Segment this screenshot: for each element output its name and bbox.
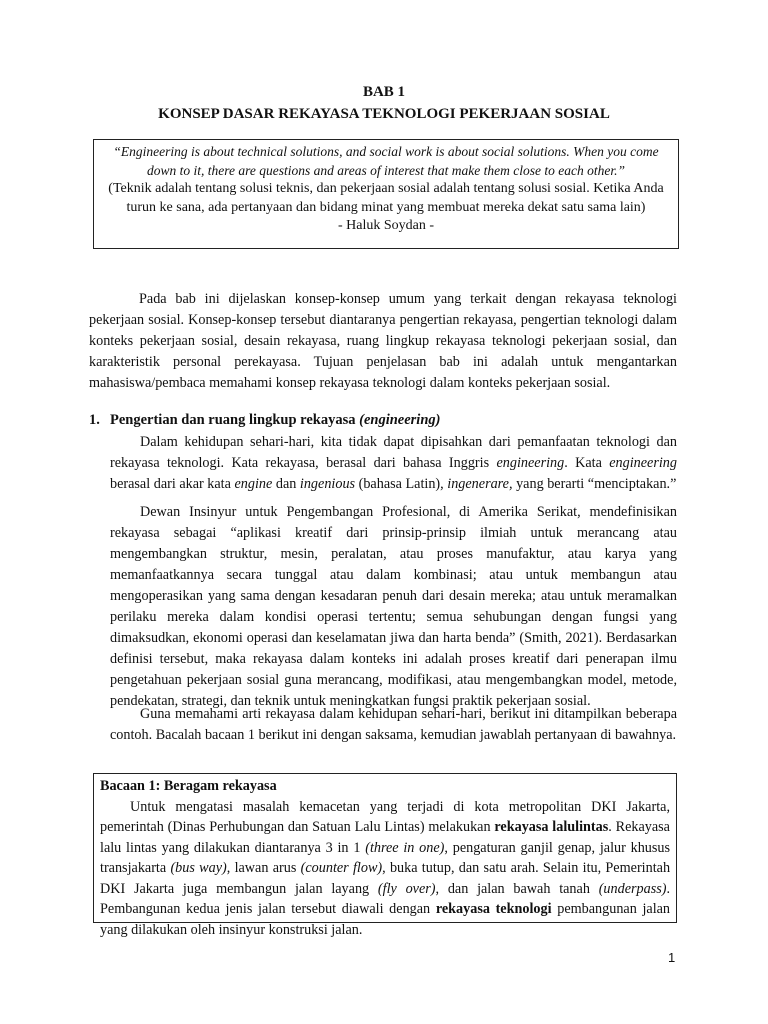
section-title-text: Pengertian dan ruang lingkup rekayasa bbox=[110, 412, 356, 428]
text-run: Untuk mengatasi masalah kemacetan yang terjadi di kota metropolitan DKI Jakarta, pemerintah (Dinas Perhubungan dan Satuan Lalu Lintas) melakukan bbox=[100, 798, 670, 835]
italic-term: (fly over) bbox=[377, 880, 436, 897]
chapter-title: KONSEP DASAR REKAYASA TEKNOLOGI PEKERJAAN SOSIAL bbox=[158, 106, 610, 122]
text-run: . Rekayasa lalu lintas yang dilakukan diantaranya 3 in 1 bbox=[100, 819, 670, 856]
text-run: , lawan arus bbox=[226, 860, 297, 876]
italic-term: (counter flow) bbox=[300, 860, 383, 876]
italic-term: engineering bbox=[496, 455, 565, 471]
intro-paragraph: Pada bab ini dijelaskan konsep-konsep umum yang terkait dengan rekayasa teknologi pekerjaan sosial. Konsep-konsep tersebut diantaranya pengertian rekayasa, pengertian teknologi dalam konteks pekerjaan sosial, desain rekayasa, ruang lingkup rekayasa teknologi pekerjaan sosial, dan karakteristik personal perekayasa. Tujuan penjelasan bab ini adalah untuk mengantarkan mahasiswa/pembaca memahami konsep rekayasa teknologi dalam konteks pekerjaan sosial. bbox=[89, 291, 677, 391]
text-run: dan bbox=[275, 476, 297, 492]
text-run: , dan jalan bawah tanah bbox=[435, 880, 590, 897]
text-run: yang berarti “menciptakan.” bbox=[516, 476, 677, 492]
section-paragraph-3: Guna memahami arti rekayasa dalam kehidupan sehari-hari, berikut ini ditampilkan beberapa contoh. Bacalah bacaan 1 berikut ini dengan saksama, kemudian jawablah pertanyaan di bawahnya. bbox=[110, 706, 677, 743]
italic-term: engineering bbox=[609, 455, 677, 471]
italic-term: ingenerare, bbox=[447, 476, 513, 492]
section-paragraph-1 bbox=[110, 432, 677, 495]
reading-box bbox=[93, 773, 677, 938]
italic-term: (underpass) bbox=[598, 880, 667, 897]
reading-title: Bacaan 1: Beragam rekayasa bbox=[100, 778, 277, 794]
section-heading bbox=[89, 412, 440, 429]
section-title-italic: (engineering) bbox=[359, 412, 441, 428]
epigraph-translation: (Teknik adalah tentang solusi teknis, dan pekerjaan sosial adalah tentang solusi sosial. Ketika Anda turun ke sana, ada pertanyaan dan bidang minat yang membuat mereka dekat satu sama lain) bbox=[108, 181, 664, 215]
epigraph-author: - Haluk Soydan - bbox=[337, 218, 435, 233]
text-run: , pengaturan ganjil genap, jalur khusus transjakarta bbox=[100, 839, 671, 876]
text-run: pembangunan jalan yang dilakukan oleh insinyur konstruksi jalan. bbox=[100, 901, 671, 938]
text-run: . Pembangunan kedua jenis jalan tersebut diawali dengan bbox=[100, 880, 671, 917]
bold-term: rekayasa teknologi bbox=[435, 901, 552, 917]
section-paragraph-2: Dewan Insinyur untuk Pengembangan Profesional, di Amerika Serikat, mendefinisikan rekayasa sebagai “aplikasi kreatif dari prinsip-prinsip ilmiah untuk merancang atau mengembangkan struktur, mesin, peralatan, atau proses manufaktur, atau karya yang memanfaatkannya secara tunggal atau dalam kombinasi; atau untuk membangun atau mengoperasikan yang sama dengan kesadaran penuh dari desain mereka; atau untuk meramalkan perilaku mereka dalam kondisi operasi tertentu; semua sehubungan dengan fungsi yang dimaksudkan, ekonomi operasi dan keselamatan jiwa dan harta benda” (Smith, 2021). Berdasarkan definisi tersebut, maka rekayasa dalam konteks ini adalah proses kreatif dari penerapan ilmu pengetahuan pekerjaan sosial guna merancang, modifikasi, atau mengembangkan model, metode, pendekatan, strategi, dan teknik untuk meningkatkan fungsi praktik pekerjaan sosial. bbox=[110, 504, 677, 709]
text-run: , buka tutup, dan satu arah. Selain itu, Pemerintah DKI Jakarta juga membangun jalan layang bbox=[100, 860, 671, 897]
chapter-label: BAB 1 bbox=[362, 84, 406, 100]
text-run: . Kata bbox=[564, 455, 602, 471]
epigraph-english: “Engineering is about technical solutions, and social work is about social solutions. When you come down to it, there are questions and areas of interest that make them close to each other.” bbox=[113, 144, 659, 178]
page-number: 1 bbox=[668, 950, 676, 965]
italic-term: engine bbox=[234, 476, 273, 492]
italic-term: (three in one) bbox=[365, 839, 445, 856]
italic-term: ingenious bbox=[299, 476, 356, 492]
reading-text bbox=[100, 797, 670, 941]
text-run: Dalam kehidupan sehari-hari, kita tidak dapat dipisahkan dari pemanfaatan teknologi dan rekayasa teknologi. Kata rekayasa, berasal dari bahasa Inggris bbox=[110, 434, 677, 471]
epigraph-box bbox=[93, 139, 679, 249]
text-run: (bahasa Latin), bbox=[358, 476, 444, 492]
italic-term: (bus way) bbox=[170, 860, 227, 876]
section-number: 1. bbox=[89, 412, 100, 428]
text-run: berasal dari akar kata bbox=[110, 476, 231, 492]
bold-term: rekayasa lalulintas bbox=[494, 819, 609, 835]
